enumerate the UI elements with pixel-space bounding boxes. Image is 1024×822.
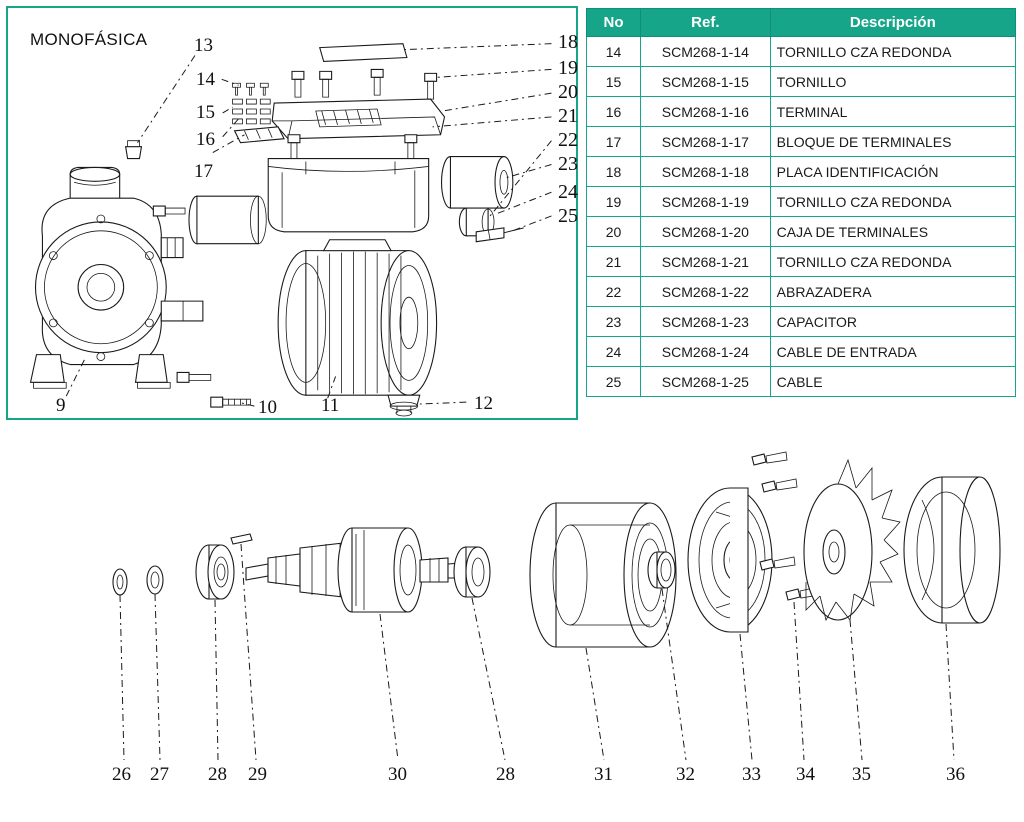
cell-desc: PLACA IDENTIFICACIÓN xyxy=(770,157,1015,187)
table-row xyxy=(587,157,1016,187)
callout-10: 10 xyxy=(258,397,277,418)
callout-13: 13 xyxy=(194,35,213,56)
cell-no: 21 xyxy=(587,247,641,277)
callout-24: 24 xyxy=(558,181,578,203)
table-row xyxy=(587,307,1016,337)
callout-22: 22 xyxy=(558,129,578,151)
panel-title: MONOFÁSICA xyxy=(30,30,148,49)
header-no: No xyxy=(587,9,641,37)
table-row xyxy=(587,67,1016,97)
callout-11: 11 xyxy=(321,395,340,416)
callout-25: 25 xyxy=(558,205,578,227)
cell-no: 22 xyxy=(587,277,641,307)
table-row xyxy=(587,277,1016,307)
table-row xyxy=(587,97,1016,127)
table-row xyxy=(587,367,1016,397)
cell-no: 20 xyxy=(587,217,641,247)
table-row xyxy=(587,187,1016,217)
cell-no: 24 xyxy=(587,337,641,367)
callout-14: 14 xyxy=(196,69,215,90)
exploded-diagram-drawing xyxy=(8,8,576,418)
rotor-assembly-panel xyxy=(0,430,1024,822)
callout-20: 20 xyxy=(558,81,578,103)
cell-ref: SCM268-1-17 xyxy=(641,127,771,157)
table-row xyxy=(587,37,1016,67)
cell-ref: SCM268-1-23 xyxy=(641,307,771,337)
callout-18: 18 xyxy=(558,31,578,53)
cell-ref: SCM268-1-25 xyxy=(641,367,771,397)
parts-table xyxy=(586,8,1016,397)
label-33: 33 xyxy=(742,764,761,785)
cell-desc: CAPACITOR xyxy=(770,307,1015,337)
label-35: 35 xyxy=(852,764,871,785)
callout-9: 9 xyxy=(56,395,66,416)
label-32: 32 xyxy=(676,764,695,785)
cell-ref: SCM268-1-14 xyxy=(641,37,771,67)
cell-ref: SCM268-1-21 xyxy=(641,247,771,277)
cell-desc: BLOQUE DE TERMINALES xyxy=(770,127,1015,157)
cell-desc: CABLE xyxy=(770,367,1015,397)
cell-no: 25 xyxy=(587,367,641,397)
cell-desc: TORNILLO CZA REDONDA xyxy=(770,37,1015,67)
label-36: 36 xyxy=(946,764,965,785)
cell-no: 18 xyxy=(587,157,641,187)
callout-15: 15 xyxy=(196,102,215,123)
table-row xyxy=(587,337,1016,367)
cell-no: 15 xyxy=(587,67,641,97)
cell-desc: CAJA DE TERMINALES xyxy=(770,217,1015,247)
cell-ref: SCM268-1-15 xyxy=(641,67,771,97)
header-ref: Ref. xyxy=(641,9,771,37)
label-31: 31 xyxy=(594,764,613,785)
cell-desc: ABRAZADERA xyxy=(770,277,1015,307)
callout-12: 12 xyxy=(474,393,493,414)
cell-no: 17 xyxy=(587,127,641,157)
callout-16: 16 xyxy=(196,129,215,150)
cell-ref: SCM268-1-18 xyxy=(641,157,771,187)
callout-17: 17 xyxy=(194,161,213,182)
label-26: 26 xyxy=(112,764,131,785)
label-28-left: 28 xyxy=(208,764,227,785)
exploded-diagram-panel xyxy=(6,6,578,420)
cell-ref: SCM268-1-22 xyxy=(641,277,771,307)
cell-ref: SCM268-1-16 xyxy=(641,97,771,127)
cell-desc: CABLE DE ENTRADA xyxy=(770,337,1015,367)
cell-desc: TORNILLO xyxy=(770,67,1015,97)
table-row xyxy=(587,217,1016,247)
cell-no: 16 xyxy=(587,97,641,127)
cell-ref: SCM268-1-24 xyxy=(641,337,771,367)
label-30: 30 xyxy=(388,764,407,785)
label-29: 29 xyxy=(248,764,267,785)
cell-desc: TORNILLO CZA REDONDA xyxy=(770,187,1015,217)
cell-ref: SCM268-1-19 xyxy=(641,187,771,217)
cell-no: 19 xyxy=(587,187,641,217)
cell-desc: TORNILLO CZA REDONDA xyxy=(770,247,1015,277)
header-desc: Descripción xyxy=(770,9,1015,37)
label-34: 34 xyxy=(796,764,815,785)
table-header-row xyxy=(587,9,1016,37)
table-row xyxy=(587,247,1016,277)
cell-ref: SCM268-1-20 xyxy=(641,217,771,247)
table-row xyxy=(587,127,1016,157)
callout-21: 21 xyxy=(558,105,578,127)
cell-desc: TERMINAL xyxy=(770,97,1015,127)
cell-no: 14 xyxy=(587,37,641,67)
label-27: 27 xyxy=(150,764,169,785)
callout-19: 19 xyxy=(558,57,578,79)
label-28-right: 28 xyxy=(496,764,515,785)
callout-23: 23 xyxy=(558,153,578,175)
cell-no: 23 xyxy=(587,307,641,337)
